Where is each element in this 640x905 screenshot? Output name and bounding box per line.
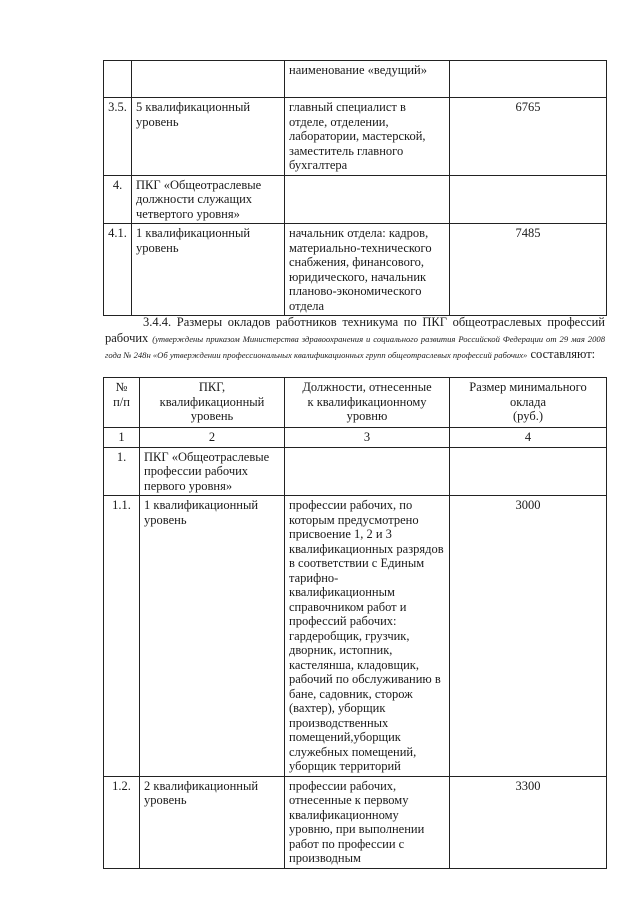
table-row <box>104 175 607 224</box>
row-number: 3.5. <box>104 98 132 176</box>
table-row <box>104 776 607 868</box>
row-number: 1. <box>104 447 140 496</box>
salary: 3300 <box>450 776 607 868</box>
salary <box>450 447 607 496</box>
position-list: профессии рабочих, по которым предусмотрено присвоение 1, 2 и 3 квалификационных разрядов в соответствии с Единым тарифно- квалификационным справочником работ и профессий рабочих: гардеробщик, грузчик, дворник, истопник, кастелянша, кладовщик, рабочий по обслуживанию в бане, садовник, сторож (вахтер), уборщик производственных помещений,уборщик служебных помещений, уборщик территорий <box>285 496 450 777</box>
table-worker-salaries <box>103 377 607 869</box>
position-list: профессии рабочих, отнесенные к первому квалификационному уровню, при выполнении работ по профессии с производным <box>285 776 450 868</box>
position-list: главный специалист в отделе, отделении, лаборатории, мастерской, заместитель главного бухгалтера <box>285 98 450 176</box>
pkg-level: 1 квалификационный уровень <box>140 496 285 777</box>
paragraph-note: (утверждены приказом Министерства здравоохранения и социального развития Российской Федерации от 29 мая 2008 года № 248н «Об утверждении профессиональных квалификационных групп общеотраслевых профессий рабочих» <box>105 334 605 360</box>
table-row <box>104 224 607 316</box>
position-list <box>285 447 450 496</box>
row-number: 1.1. <box>104 496 140 777</box>
paragraph-lead: 3.4.4. Размеры окладов работников техникума по ПКГ общеотраслевых профессий рабочих <box>105 315 605 345</box>
index-cell: 4 <box>450 428 607 448</box>
pkg-level: 5 квалификационный уровень <box>132 98 285 176</box>
salary <box>450 61 607 98</box>
table-row <box>104 98 607 176</box>
section-paragraph <box>105 314 605 362</box>
table-row <box>104 496 607 777</box>
index-cell: 1 <box>104 428 140 448</box>
table-row <box>104 61 607 98</box>
table-row <box>104 447 607 496</box>
header-salary: Размер минимального оклада (руб.) <box>450 378 607 428</box>
salary: 3000 <box>450 496 607 777</box>
pkg-level <box>132 61 285 98</box>
header-positions: Должности, отнесенные к квалификационному уровню <box>285 378 450 428</box>
index-cell: 2 <box>140 428 285 448</box>
pkg-level: ПКГ «Общеотраслевые должности служащих четвертого уровня» <box>132 175 285 224</box>
table-index-row <box>104 428 607 448</box>
row-number: 4.1. <box>104 224 132 316</box>
row-number <box>104 61 132 98</box>
salary: 7485 <box>450 224 607 316</box>
salary <box>450 175 607 224</box>
pkg-level: 1 квалификационный уровень <box>132 224 285 316</box>
index-cell: 3 <box>285 428 450 448</box>
pkg-level: 2 квалификационный уровень <box>140 776 285 868</box>
position-list: начальник отдела: кадров, материально-технического снабжения, финансового, юридического, начальник планово-экономического отдела <box>285 224 450 316</box>
table-header-row <box>104 378 607 428</box>
paragraph-tail: составляют: <box>527 347 596 361</box>
header-pkg: ПКГ, квалификационный уровень <box>140 378 285 428</box>
position-list: наименование «ведущий» <box>285 61 450 98</box>
table-positions-continued <box>103 60 607 316</box>
pkg-level: ПКГ «Общеотраслевые профессии рабочих первого уровня» <box>140 447 285 496</box>
header-number: № п/п <box>104 378 140 428</box>
row-number: 1.2. <box>104 776 140 868</box>
position-list <box>285 175 450 224</box>
row-number: 4. <box>104 175 132 224</box>
salary: 6765 <box>450 98 607 176</box>
